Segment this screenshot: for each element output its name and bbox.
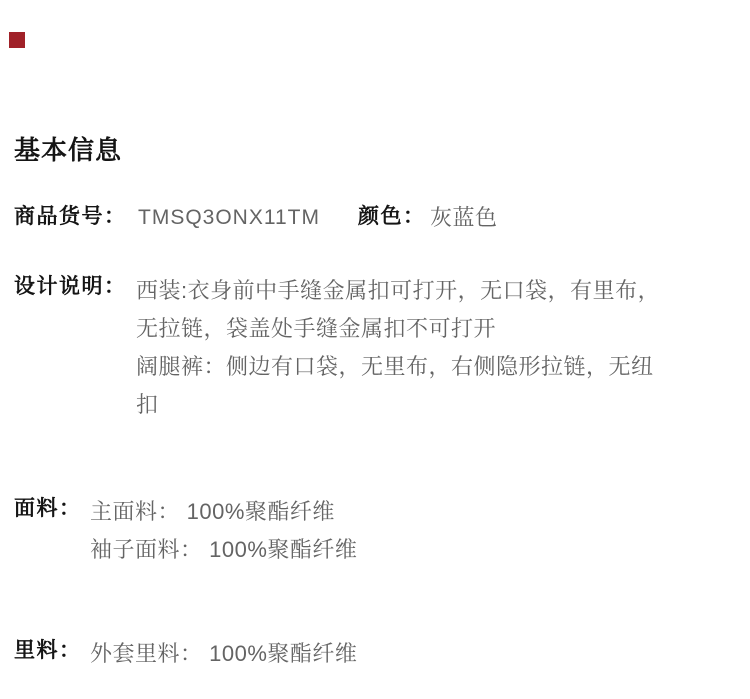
lining-text [90, 635, 357, 673]
lining-line: 外套里料： 100%聚酯纤维 [90, 641, 358, 666]
design-line: 扣 [136, 392, 159, 417]
lining-label: 里料： [14, 639, 82, 662]
color-value: 灰蓝色 [430, 205, 498, 230]
fabric-label: 面料： [14, 497, 82, 520]
design-notes-text [136, 272, 711, 424]
sku-label: 商品货号： [14, 205, 127, 228]
section-title: 基本信息 [14, 135, 123, 165]
design-line: 无拉链，袋盖处手缝金属扣不可打开 [136, 316, 497, 341]
fabric-line: 主面料： 100%聚酯纤维 [90, 499, 335, 524]
sku-value: TMSQ3ONX11TM [138, 206, 320, 229]
fabric-text [90, 493, 357, 569]
design-line: 西装:衣身前中手缝金属扣可打开，无口袋，有里布， [136, 278, 661, 303]
color-label: 颜色： [358, 205, 426, 228]
design-line: 阔腿裤：侧边有口袋，无里布，右侧隐形拉链，无纽 [136, 354, 654, 379]
fabric-line: 袖子面料： 100%聚酯纤维 [90, 537, 358, 562]
design-notes-label: 设计说明： [14, 275, 127, 298]
red-square-marker [9, 32, 25, 48]
